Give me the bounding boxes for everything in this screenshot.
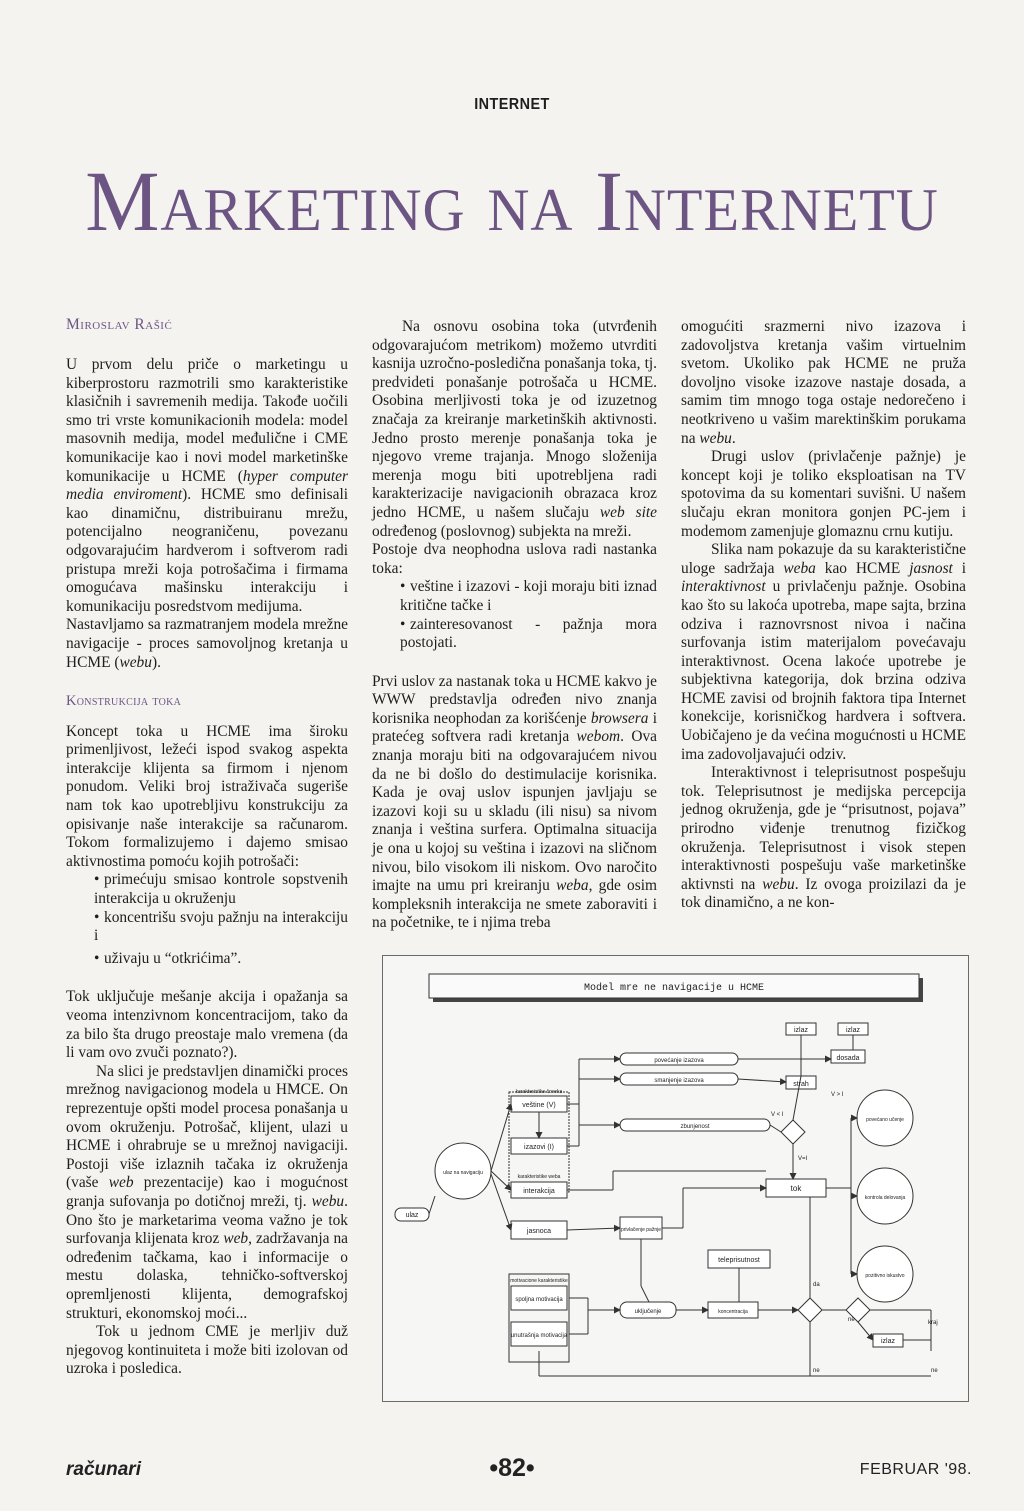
page-number: •82• (489, 1454, 535, 1482)
diagram-node: povećano učenje (866, 1117, 904, 1123)
diagram-label: kraj (928, 1320, 938, 1326)
diagram-node: smanjenje izazova (654, 1078, 704, 1084)
diagram-node: ulaz na navigaciju (443, 1170, 483, 1176)
diagram-node: izazovi (I) (524, 1144, 554, 1151)
paragraph: Nastavljamo sa razmatranjem modela mrežne navigacije - proces samovoljnog kretanja u HCME (webu). (66, 616, 348, 671)
diagram-svg (383, 956, 970, 1403)
diagram-label: V < I (771, 1112, 784, 1118)
paragraph: Tok u jednom CME je merljiv duž njegovog kontinuiteta i može biti izolovan od uzroka i posledica. (66, 1323, 348, 1378)
text-column-3 (681, 318, 966, 913)
diagram-node: motivacione karakteristike (510, 1278, 568, 1284)
diagram-node: povećanje izazova (654, 1058, 704, 1064)
diagram-node: spoljna motivacija (515, 1297, 563, 1303)
paragraph: U prvom delu priče o marketingu u kiberprostoru razmotrili smo karakteristike klasičnih i savremenih medija. Takođe uočili smo tri vrste komunikacionih modela: model masovnih medija, model međulične i CME komunikacije kao i novi model marketinške komunikacije u HCME (hyper computer media enviroment). HCME smo definisali kao dinamičnu, distribuiranu mrežu, potencijalno neograničenu, povezanu odgovarajućim hardverom i softverom radi pristupa mreži koja potrošačima i firmama omogućava mašinsku interakciju i komunikaciju posredstvom medijuma. (66, 356, 348, 615)
paragraph: Postoje dva neophodna uslova radi nastanka toka: (372, 541, 657, 577)
issue-date: FEBRUAR '98. (859, 1461, 972, 1478)
paragraph: omogućiti srazmerni nivo izazova i zadovoljstva kretanja vašim virtuelnim svetom. Ukoliko pak HCME ne pruža dovoljno visoke izazove nastaje dosada, a samim tim mnogo toga ostaje nedorečeno i neotkriveno u vašim marektinškim porukama na webu. (681, 318, 966, 447)
diagram-node: koncentracija (718, 1309, 748, 1315)
diagram-label: V > I (831, 1092, 844, 1098)
diagram-label: ne (813, 1368, 820, 1374)
section-label: INTERNET (474, 96, 550, 113)
section-heading: Konstrukcija toka (66, 693, 182, 710)
paragraph: Na osnovu osobina toka (utvrđenih odgovarajućom metrikom) možemo utvrditi kasnija uzročno-posledična ponašanja toka, tj. predvideti ponašanje potrošača u HCME. Osobina merljivosti toka je od izuzetnog značaja za kreiranje marketinških aktivnosti. Jedno prosto merenje ponašanja toka je njegovo vreme trajanja. Mnogo složenija merenja mogu biti upotrebljena radi karakterizacije navigacionih obrazaca kroz jedno HCME, u našem slučaju web site određenog (poslovnog) subjekta na mreži. (372, 318, 657, 540)
diagram-node: karakteristike weba (517, 1174, 561, 1180)
diagram-node: privlačenje pažnje (620, 1227, 662, 1233)
diagram-node: izlaz (880, 1338, 896, 1345)
article-title: Marketing na Internetu (85, 153, 939, 249)
bullet-item: • uživaju u “otkrićima”. (94, 949, 242, 967)
scan-watermark (280, 0, 299, 66)
text-column-2 (372, 318, 657, 933)
diagram-node: veštine (V) (522, 1102, 556, 1109)
magazine-name: računari (66, 1459, 141, 1480)
diagram-label: da (813, 1282, 820, 1288)
text-column-1 (66, 356, 348, 1379)
diagram-label: ne (931, 1368, 938, 1374)
diagram-node: zbunjenost (680, 1124, 710, 1130)
bullet-item: • primećuju smisao kontrole sopstvenih interakcija u okruženju (94, 871, 348, 908)
paragraph: Na slici je predstavljen dinamički proces mrežnog navigacionog modela u HMCE. On reprezentuje opšti model procesa ponašanja u ovom okruženju. Potrošač, klijent, ulazi u HCME i ohrabruje se u mrežnoj navigaciji. Postoji više izlaznih tačaka iz okruženja (vaše web prezentacije) kao i mogućnost granja sufovanja po dotičnoj mreži, tj. webu. Ono što je marketarima veoma važno je tok surfovanja klijenata kroz web, zadržavanja na određenim tačkama, kao i informacije o mestu dolaska, tehničko-softverskoj opremljenosti klijenta, demografskoj strukturi, ekonomskoj moći... (66, 1062, 348, 1322)
diagram-node: karakteristike čoveka (515, 1089, 563, 1095)
diagram-node: interakcija (523, 1188, 555, 1195)
diagram-node: teleprisutnost (718, 1257, 760, 1264)
diagram-node: izlaz (793, 1027, 809, 1034)
bullet-item: • zainteresovanost - pažnja mora postojati. (400, 615, 657, 652)
paragraph: Slika nam pokazuje da su karakteristične uloge sadržaja weba kao HCME jasnost i interaktivnost u privlačenju pažnje. Osobina kao što su lakoća upotreba, mape sajta, brzina odziva i raznovrsnost nivoa i načina surfovanja istim materijalom povećavaju interaktivnost. Ocena lakoće upotrebe je subjektivna kategorija, dok brzina odziva HCME zavisi od brojnih faktora tipa Internet konekcije, korisničkog hardvera i softvera. Uobičajeno je da većina mogućnosti u HCME ima zadovoljavajući odziv. (681, 541, 967, 763)
diagram-label: ne (848, 1317, 855, 1323)
bullet-item: • veštine i izazovi - koji moraju biti iznad kritične tačke i (400, 578, 657, 614)
paragraph: Drugi uslov (privlačenje pažnje) je koncept koji je toliko eksploatisan na TV spotovima da su komentari suvišni. U našem slučaju ekran monitora gonjen PC-jem i modemom zamenjuje glomaznu crnu kutiju. (681, 448, 966, 540)
bullet-item: • koncentrišu svoju pažnju na interakciju i (94, 908, 348, 945)
diagram-title: Model mre ne navigacije u HCME (583, 983, 765, 994)
paragraph: Koncept toka u HCME ima široku primenljivost, ležeći ispod svakog aspekta interakcije klijenta sa firmom i njenom ponudom. Veliki broj istraživača sugeriše nam tok kao upotrebljivu konstrukciju za opisivanje naše interakcije sa računarom. Tokom formalizujemo i dajemo smisao aktivnostima pomoću kojih potrošači: (66, 722, 348, 870)
paragraph: Prvi uslov za nastanak toka u HCME kakvo je WWW predstavlja određen nivo znanja korisnika neophodan za korišćenje browsera i pratećeg softvera radi kretanja webom. Ova znanja moraju biti na odgovarajućem nivou da ne bi došlo do destimulacije korisnika. Kada je ovaj uslov ispunjen javljaju se izazovi koji su u skladu (ili nisu) sa nivom znanja i veština surfera. Optimalna situacija je ona u kojoj su veština i izazovi na sličnom nivou, bilo visokom ili niskom. Ovo naročito imajte na umu pri kreiranju weba, gde osim kompleksnih interakcija ne smete zaboraviti i na početnike, te i njima treba (372, 672, 658, 932)
paragraph: Tok uključuje mešanje akcija i opažanja sa veoma intenzivnom koncentracijom, tako da za bilo šta drugo preostaje malo vremena (da li vam ovo zvuči poznato?). (66, 988, 348, 1062)
diagram-node: tok (790, 1184, 802, 1193)
diagram-node: uključenje (634, 1309, 662, 1315)
diagram-label: V=I (798, 1156, 808, 1162)
diagram-node: jasnoca (526, 1228, 552, 1235)
diagram-node: strah (793, 1081, 809, 1088)
diagram-node: pozitivno iskustvo (865, 1273, 905, 1279)
navigation-model-diagram (382, 955, 969, 1402)
diagram-node: kontrola delovanja (864, 1195, 906, 1201)
author-name: Miroslav Rašić (66, 316, 173, 333)
diagram-node: ulaz (405, 1212, 419, 1219)
diagram-node: izlaz (845, 1027, 861, 1034)
diagram-node: unutrašnja motivacija (510, 1333, 568, 1339)
diagram-node: dosada (836, 1055, 860, 1062)
paragraph: Interaktivnost i teleprisutnost pospešuju tok. Teleprisutnost je medijska percepcija jednog okruženja, gde je “prisutnost, pojava” prirodno viđenje trenutnog fizičkog okruženja. Teleprisutnost i visok stepen interaktivnosti pospešuju vaše marketinške aktivnsti na webu. Iz ovoga proizilazi da je tok dinamično, a ne kon- (681, 764, 967, 912)
